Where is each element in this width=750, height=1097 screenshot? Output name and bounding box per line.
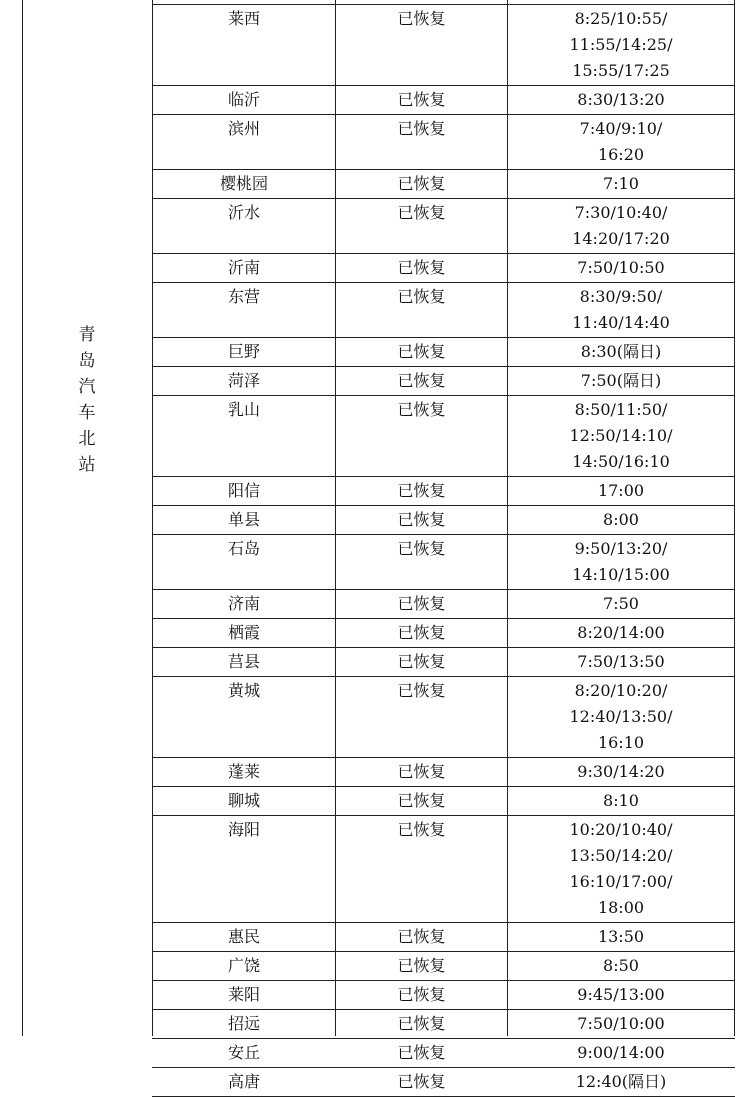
departure-times-cell	[508, 478, 734, 504]
status-cell: 已恢复	[397, 819, 446, 839]
departure-time-line: 8:10	[603, 790, 639, 810]
departure-times-cell	[508, 284, 734, 336]
departure-time-line: 8:50/11:50/	[574, 399, 668, 419]
destination-cell: 惠民	[227, 926, 260, 946]
destination-cell: 高唐	[227, 1071, 260, 1091]
status-cell: 已恢复	[397, 1013, 446, 1033]
status-cell: 已恢复	[397, 761, 446, 781]
departure-times-cell	[508, 200, 734, 252]
departure-time-line: 8:30(隔日)	[580, 341, 662, 361]
departure-times-cell	[508, 368, 734, 394]
destination-cell: 蓬莱	[227, 761, 260, 781]
departure-time-line: 9:45/13:00	[577, 984, 665, 1004]
table-border-right	[734, 0, 735, 1036]
status-cell: 已恢复	[397, 984, 446, 1004]
departure-time-line: 9:50/13:20/	[574, 538, 668, 558]
departure-times-cell	[508, 591, 734, 617]
status-cell: 已恢复	[397, 509, 446, 529]
departure-time-line: 12:40(隔日)	[575, 1071, 667, 1091]
station-name-char: 青	[78, 325, 96, 345]
departure-times-cell	[508, 649, 734, 675]
departure-time-line: 13:50	[597, 926, 645, 946]
destination-cell: 栖霞	[227, 622, 260, 642]
destination-cell: 巨野	[227, 341, 260, 361]
departure-times-cell	[508, 171, 734, 197]
departure-times-cell	[508, 759, 734, 785]
destination-cell: 沂水	[227, 202, 260, 222]
departure-times-cell	[508, 339, 734, 365]
status-cell: 已恢复	[397, 257, 446, 277]
departure-time-line: 15:55/17:25	[572, 60, 670, 80]
departure-time-line: 16:20	[597, 144, 645, 164]
destination-cell: 济南	[227, 593, 260, 613]
departure-times-cell	[508, 6, 734, 84]
departure-time-line: 8:50	[603, 955, 639, 975]
station-name-char: 汽	[78, 377, 96, 397]
destination-cell: 聊城	[227, 790, 260, 810]
status-cell: 已恢复	[397, 1071, 446, 1091]
departure-time-line: 14:20/17:20	[572, 228, 670, 248]
status-cell: 已恢复	[397, 790, 446, 810]
departure-time-line: 12:50/14:10/	[569, 425, 673, 445]
status-cell: 已恢复	[397, 202, 446, 222]
departure-time-line: 8:00	[603, 509, 639, 529]
status-cell: 已恢复	[397, 8, 446, 28]
status-cell: 已恢复	[397, 622, 446, 642]
departure-time-line: 7:40/9:10/	[579, 118, 663, 138]
departure-time-line: 11:40/14:40	[572, 312, 670, 332]
departure-times-cell	[508, 1011, 734, 1037]
departure-time-line: 7:50/10:50	[577, 257, 665, 277]
departure-times-cell	[508, 817, 734, 921]
departure-time-line: 14:50/16:10	[572, 451, 670, 471]
departure-time-line: 8:20/14:00	[577, 622, 665, 642]
departure-time-line: 16:10/17:00/	[569, 871, 673, 891]
status-cell: 已恢复	[397, 926, 446, 946]
departure-time-line: 14:10/15:00	[572, 564, 670, 584]
status-cell: 已恢复	[397, 370, 446, 390]
status-cell: 已恢复	[397, 1042, 446, 1062]
departure-times-cell	[508, 788, 734, 814]
departure-time-line: 8:30/13:20	[577, 89, 665, 109]
destination-cell: 樱桃园	[219, 173, 268, 193]
departure-time-line: 7:50/10:00	[577, 1013, 665, 1033]
destination-cell: 乳山	[227, 399, 260, 419]
departure-time-line: 17:00	[597, 480, 645, 500]
departure-times-cell	[508, 116, 734, 168]
departure-time-line: 7:50	[603, 593, 639, 613]
status-cell: 已恢复	[397, 173, 446, 193]
departure-time-line: 7:10	[603, 173, 639, 193]
destination-cell: 单县	[227, 509, 260, 529]
status-cell: 已恢复	[397, 593, 446, 613]
destination-cell: 菏泽	[227, 370, 260, 390]
departure-times-cell	[508, 982, 734, 1008]
destination-cell: 黄城	[227, 680, 260, 700]
status-cell: 已恢复	[397, 538, 446, 558]
destination-cell: 海阳	[227, 819, 260, 839]
status-cell: 已恢复	[397, 286, 446, 306]
departure-times-cell	[508, 924, 734, 950]
destination-cell: 沂南	[227, 257, 260, 277]
status-cell: 已恢复	[397, 680, 446, 700]
destination-cell: 招远	[227, 1013, 260, 1033]
departure-times-cell	[508, 953, 734, 979]
departure-time-line: 11:55/14:25/	[569, 34, 673, 54]
departure-time-line: 9:00/14:00	[577, 1042, 665, 1062]
status-cell: 已恢复	[397, 89, 446, 109]
destination-cell: 莱阳	[227, 984, 260, 1004]
departure-times-cell	[508, 1069, 734, 1095]
departure-time-line: 10:20/10:40/	[569, 819, 673, 839]
departure-time-line: 12:40/13:50/	[569, 706, 673, 726]
departure-time-line: 7:30/10:40/	[574, 202, 668, 222]
departure-times-cell	[508, 507, 734, 533]
destination-cell: 莱西	[227, 8, 260, 28]
departure-time-line: 8:25/10:55/	[574, 8, 668, 28]
station-name-char: 岛	[78, 351, 96, 371]
departure-times-cell	[508, 678, 734, 756]
station-name-char: 北	[78, 429, 96, 449]
status-cell: 已恢复	[397, 399, 446, 419]
departure-times-cell	[508, 397, 734, 475]
status-cell: 已恢复	[397, 341, 446, 361]
departure-times-cell	[508, 255, 734, 281]
status-cell: 已恢复	[397, 480, 446, 500]
destination-cell: 阳信	[227, 480, 260, 500]
destination-cell: 滨州	[227, 118, 260, 138]
destination-cell: 东营	[227, 286, 260, 306]
destination-cell: 安丘	[227, 1042, 260, 1062]
table-border-left	[22, 0, 23, 1036]
station-name-char: 车	[78, 403, 96, 423]
station-name-char: 站	[78, 455, 96, 475]
departure-times-cell	[508, 536, 734, 588]
departure-time-line: 8:20/10:20/	[574, 680, 668, 700]
departure-time-line: 9:30/14:20	[577, 761, 665, 781]
departure-times-cell	[508, 87, 734, 113]
destination-cell: 石岛	[227, 538, 260, 558]
destination-cell: 临沂	[227, 89, 260, 109]
status-cell: 已恢复	[397, 955, 446, 975]
departure-time-line: 13:50/14:20/	[569, 845, 673, 865]
departure-time-line: 7:50(隔日)	[580, 370, 662, 390]
status-cell: 已恢复	[397, 651, 446, 671]
departure-time-line: 7:50/13:50	[577, 651, 665, 671]
destination-cell: 广饶	[227, 955, 260, 975]
departure-times-cell	[508, 620, 734, 646]
departure-time-line: 16:10	[597, 732, 645, 752]
destination-cell: 莒县	[227, 651, 260, 671]
status-cell: 已恢复	[397, 118, 446, 138]
departure-times-cell	[508, 1040, 734, 1066]
station-name-cell	[22, 322, 152, 478]
departure-time-line: 8:30/9:50/	[579, 286, 663, 306]
departure-time-line: 18:00	[597, 897, 645, 917]
